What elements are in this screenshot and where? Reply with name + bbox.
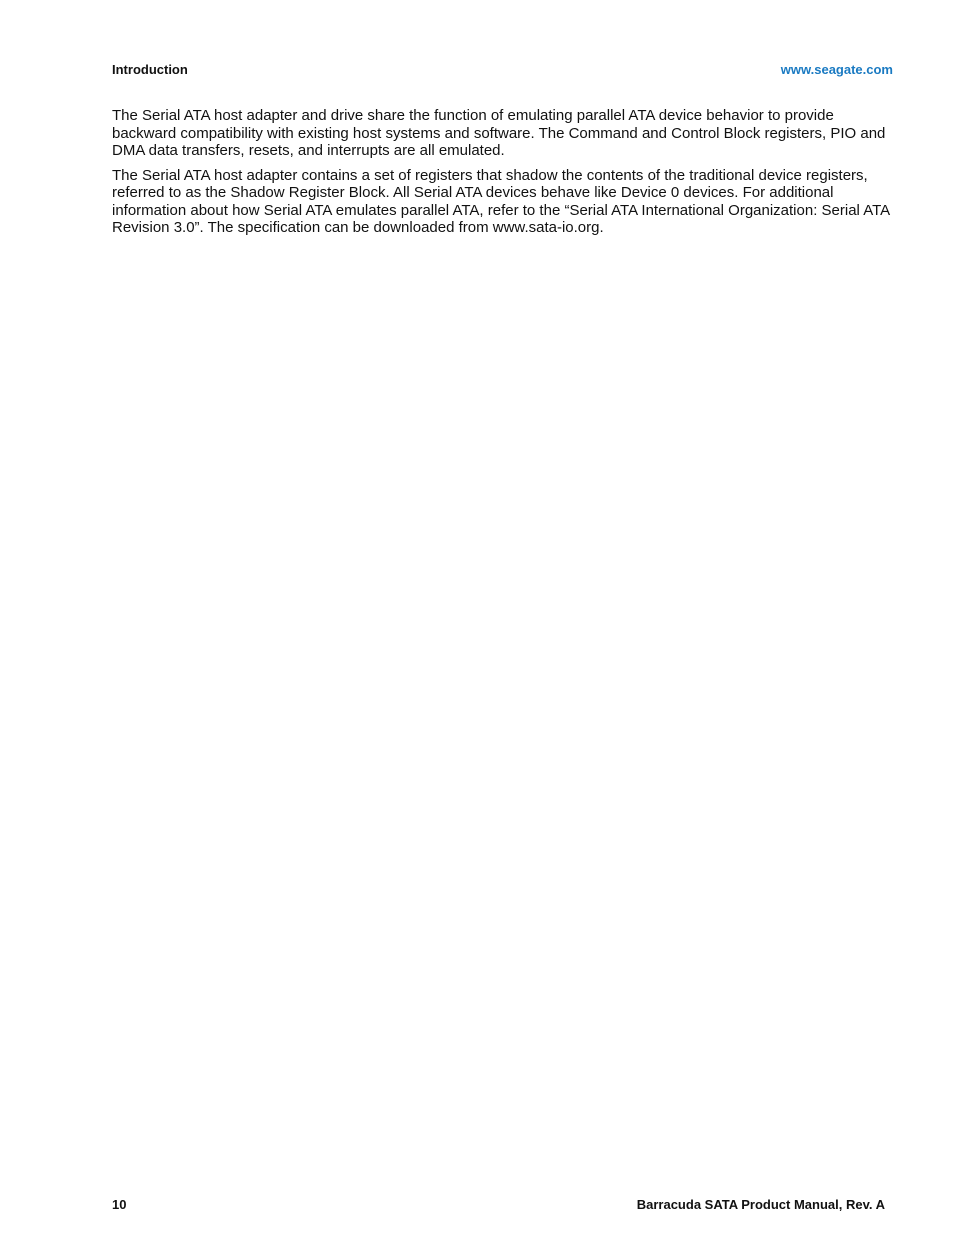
document-body	[112, 107, 902, 244]
footer-page-number: 10	[112, 1197, 127, 1212]
paragraph-emulation: The Serial ATA host adapter and drive share the function of emulating parallel ATA device behavior to provide backward compatibility with existing host systems and software. The Command and Control Block registers, PIO and DMA data transfers, resets, and interrupts are all emulated.	[112, 107, 886, 159]
paragraph-shadow-registers: The Serial ATA host adapter contains a set of registers that shadow the contents of the traditional device registers, referred to as the Shadow Register Block. All Serial ATA devices behave like Device 0 devices. For additional information about how Serial ATA emulates parallel ATA, refer to the “Serial ATA International Organization: Serial ATA Revision 3.0”. The specification can be downloaded from www.sata-io.org.	[112, 166, 890, 236]
footer-document-title: Barracuda SATA Product Manual, Rev. A	[636, 1197, 885, 1212]
header-website-link[interactable]: www.seagate.com	[780, 62, 893, 77]
header-section-title: Introduction	[112, 62, 188, 77]
